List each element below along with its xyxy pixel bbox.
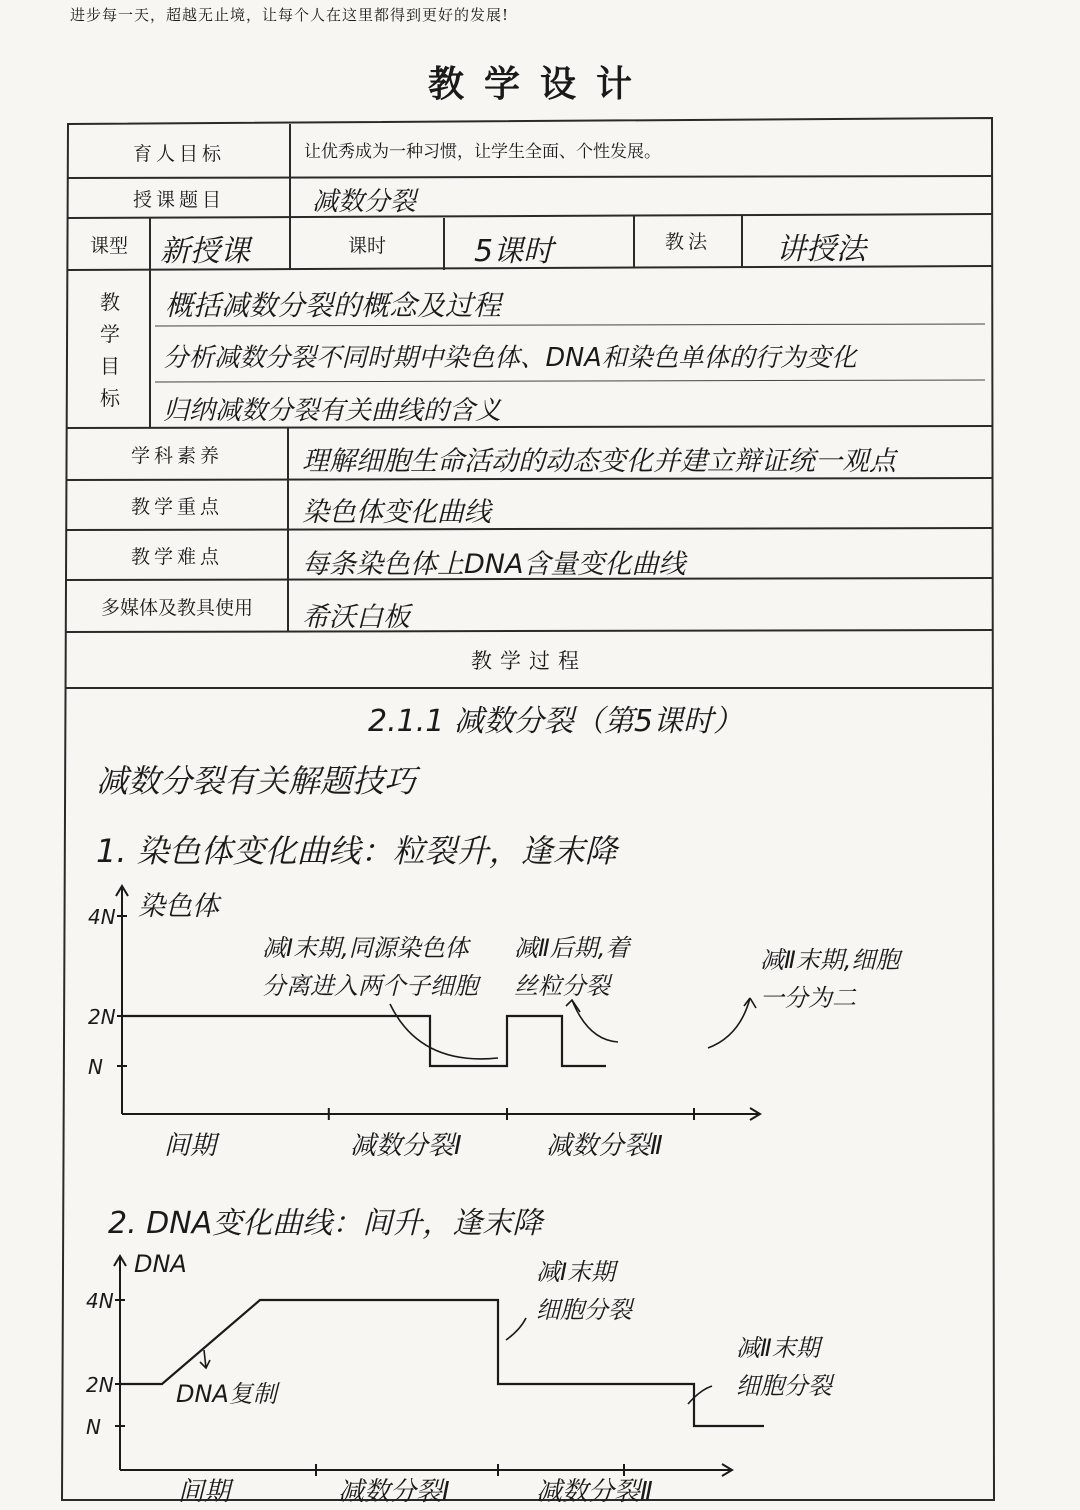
annotation-text: 一分为二 [760,984,856,1012]
y-tick-label: 2N [88,1005,116,1029]
process-label: 教学过程 [471,649,587,673]
media-value: 希沃白板 [302,601,410,633]
chart2-ylabel: DNA [134,1250,187,1278]
key-point-value: 染色体变化曲线 [302,496,491,528]
x-phase-label: 减数分裂Ⅱ [536,1477,653,1507]
hours-label: 课时 [347,234,386,257]
objectives-label-char: 目 [100,354,120,378]
x-phase-label: 间期 [164,1131,217,1161]
topic-label: 授课题目 [132,188,225,211]
annotation-text: 减Ⅱ后期,着 [514,934,630,962]
literacy-value: 理解细胞生命活动的动态变化并建立辩证统一观点 [302,445,896,477]
goal-label: 育人目标 [132,142,225,165]
x-phase-label: 减数分裂Ⅰ [350,1131,462,1161]
difficulty-value: 每条染色体上DNA含量变化曲线 [302,548,686,580]
page-motto: 进步每一天，超越无止境，让每个人在这里都得到更好的发展! [70,6,510,24]
objective-item: 分析减数分裂不同时期中染色体、DNA和染色单体的行为变化 [163,343,857,373]
course-type-value: 新授课 [160,234,250,269]
annotation-text: DNA复制 [176,1380,277,1408]
section-chromosome-heading: 1. 染色体变化曲线：粒裂升，逢末降 [96,832,617,870]
y-tick-label: 4N [88,905,116,929]
lesson-title: 2.1.1 减数分裂（第5课时） [368,704,743,739]
media-label: 多媒体及教具使用 [100,596,253,619]
annotation-text: 减Ⅱ末期 [736,1334,820,1362]
annotation-text: 细胞分裂 [536,1296,632,1324]
objective-item: 概括减数分裂的概念及过程 [165,289,502,322]
chart1-ylabel: 染色体 [138,891,219,922]
y-tick-label: N [88,1055,103,1079]
objectives-label-char: 学 [100,322,120,346]
goal-value: 让优秀成为一种习惯，让学生全面、个性发展。 [304,141,661,162]
key-point-label: 教学重点 [130,495,223,518]
section-dna-heading: 2. DNA变化曲线：间升，逢末降 [108,1206,543,1241]
course-type-label: 课型 [89,234,128,257]
annotation-text: 丝粒分裂 [514,972,610,1000]
y-tick-label: N [86,1415,101,1439]
objective-item: 归纳减数分裂有关曲线的含义 [163,396,502,426]
topic-value: 减数分裂 [312,186,417,217]
annotation-text: 减Ⅱ末期,细胞 [760,946,900,974]
literacy-label: 学科素养 [130,444,223,467]
x-phase-label: 减数分裂Ⅱ [546,1131,663,1161]
hours-value: 5课时 [474,234,554,269]
annotation-text: 减Ⅰ末期 [536,1258,616,1286]
difficulty-label: 教学难点 [130,545,223,568]
annotation-text: 减Ⅰ末期,同源染色体 [262,934,469,962]
objectives-label-char: 标 [100,386,120,410]
y-tick-label: 4N [86,1289,114,1313]
annotation-text: 分离进入两个子细胞 [262,972,478,1000]
objectives-label-char: 教 [100,290,120,314]
objectives-label [92,286,128,414]
document-title: 教学设计 [427,63,652,105]
method-label: 教法 [664,230,711,253]
x-phase-label: 间期 [178,1477,231,1507]
process-subtitle: 减数分裂有关解题技巧 [96,762,417,800]
method-value: 讲授法 [776,232,866,267]
x-phase-label: 减数分裂Ⅰ [338,1477,450,1507]
y-tick-label: 2N [86,1373,114,1397]
annotation-text: 细胞分裂 [736,1372,832,1400]
